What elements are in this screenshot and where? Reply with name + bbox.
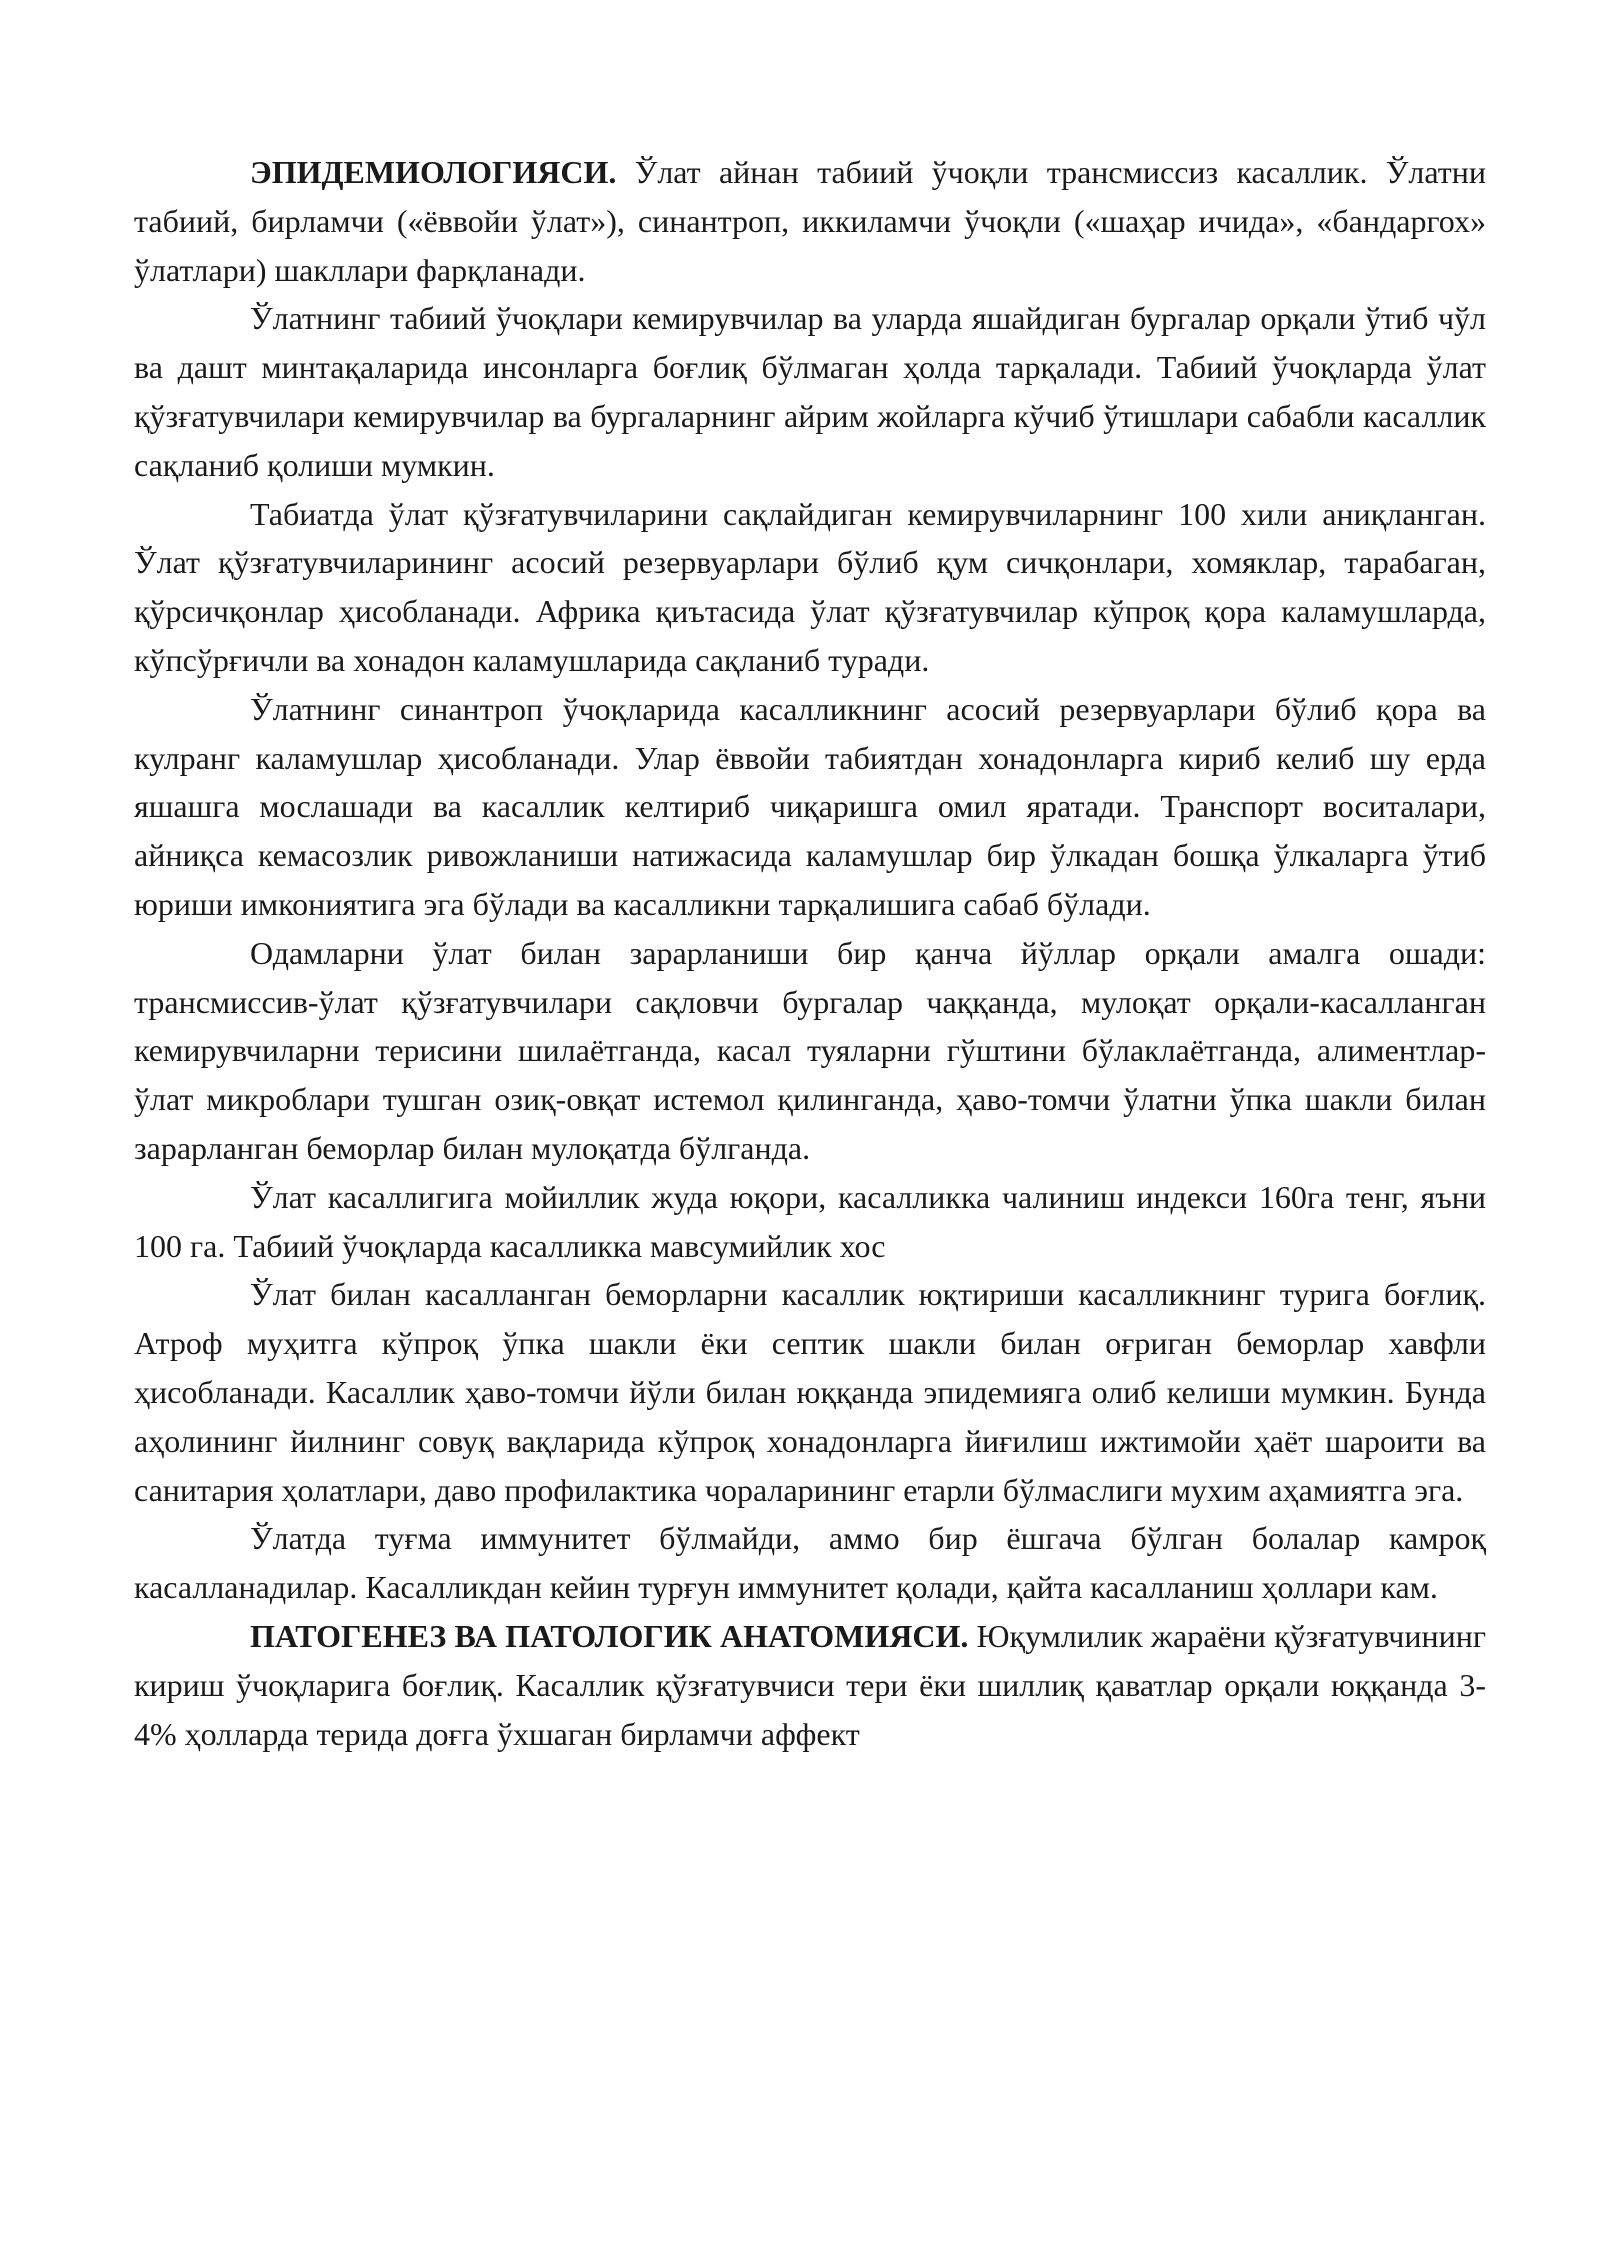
paragraph-immunity — [134, 1514, 1486, 1612]
paragraph-transmission-routes — [134, 929, 1486, 1173]
paragraph-susceptibility — [134, 1173, 1486, 1271]
paragraph-text: Ўлатнинг синантроп ўчоқларида касалликнинг асосий резервуарлари бўлиб қора ва кулранг каламушлар ҳисобланади. Улар ёввойи табиятдан хонадонларга кириб келиб шу ерда яшашга мослашади ва касаллик келтириб чиқаришга омил яратади. Транспорт воситалари, айниқса кемасозлик ривожланиши натижасида каламушлар бир ўлкадан бошқа ўлкаларга ўтиб юриши имкониятига эга бўлади ва касалликни тарқалишига сабаб бўлади. — [134, 690, 1486, 922]
paragraph-reservoirs — [134, 490, 1486, 685]
paragraph-text: Ўлат билан касалланган беморларни касаллик юқтириши касалликнинг турига боғлиқ. Атроф муҳитга кўпроқ ўпка шакли ёки септик шакли билан оғриган беморлар хавфли ҳисобланади. Касаллик ҳаво-томчи йўли билан юққанда эпидемияга олиб келиши мумкин. Бунда аҳолининг йилнинг совуқ вақларида кўпроқ хонадонларга йиғилиш ижтимойи ҳаёт шароити ва санитария ҳолатлари, даво профилактика чораларининг етарли бўлмаслиги мухим аҳамиятга эга. — [134, 1276, 1486, 1508]
paragraph-pathogenesis — [134, 1612, 1486, 1758]
section-heading-epidemiology: ЭПИДЕМИОЛОГИЯСИ. — [250, 154, 617, 190]
paragraph-epidemiology-intro — [134, 148, 1486, 294]
paragraph-text: Ўлат айнан табиий ўчоқли трансмиссиз касаллик. Ўлатни табиий, бирламчи («ёввойи ўлат»), синантроп, иккиламчи ўчоқли («шаҳар ичида», «бандаргох» ўлатлари) шакллари фарқланади. — [134, 154, 1486, 288]
paragraph-synanthropic-foci — [134, 685, 1486, 929]
paragraph-natural-foci — [134, 294, 1486, 489]
paragraph-text: Одамларни ўлат билан зарарланиши бир қанча йўллар орқали амалга ошади: трансмиссив-ўлат қўзғатувчилари сақловчи бургалар чаққанда, мулоқат орқали-касалланган кемирувчиларни терисини шилаётганда, касал туяларни гўштини бўлаклаётганда, алиментлар-ўлат микроблари тушган озиқ-овқат истемол қилинганда, ҳаво-томчи ўлатни ўпка шакли билан зарарланган беморлар билан мулоқатда бўлганда. — [134, 934, 1486, 1166]
section-heading-pathogenesis: ПАТОГЕНЕЗ ВА ПАТОЛОГИК АНАТОМИЯСИ. — [250, 1617, 969, 1654]
paragraph-text: Юқумлилик жараёни қўзғатувчининг кириш ўчоқларига боғлиқ. Касаллик қўзғатувчиси тери ёки шиллиқ қаватлар орқали юққанда 3-4% ҳолларда терида доғга ўхшаган бирламчи аффект — [134, 1617, 1487, 1752]
paragraph-text: Ўлатда туғма иммунитет бўлмайди, аммо бир ёшгача бўлган болалар камроқ касалланадилар. Касалликдан кейин турғун иммунитет қолади, қайта касалланиш ҳоллари кам. — [134, 1520, 1486, 1606]
document-page — [134, 148, 1486, 1758]
paragraph-contagiousness — [134, 1270, 1486, 1514]
paragraph-text: Ўлат касаллигига мойиллик жуда юқори, касалликка чалиниш индекси 160га тенг, яъни 100 га. Табиий ўчоқларда касалликка мавсумийлик хос — [134, 1178, 1486, 1264]
paragraph-text: Ўлатнинг табиий ўчоқлари кемирувчилар ва уларда яшайдиган бургалар орқали ўтиб чўл ва дашт минтақаларида инсонларга боғлиқ бўлмаган ҳолда тарқалади. Табиий ўчоқларда ўлат қўзғатувчилари кемирувчилар ва бургаларнинг айрим жойларга кўчиб ўтишлари сабабли касаллик сақланиб қолиши мумкин. — [134, 300, 1486, 483]
paragraph-text: Табиатда ўлат қўзғатувчиларини сақлайдиган кемирувчиларнинг 100 хили аниқланган. Ўлат қўзғатувчиларининг асосий резервуарлари бўлиб қум сичқонлари, хомяклар, тарабаган, қўрсичқонлар ҳисобланади. Африка қиътасида ўлат қўзғатувчилар кўпроқ қора каламушларда, кўпсўрғичли ва хонадон каламушларида сақланиб туради. — [134, 495, 1486, 678]
